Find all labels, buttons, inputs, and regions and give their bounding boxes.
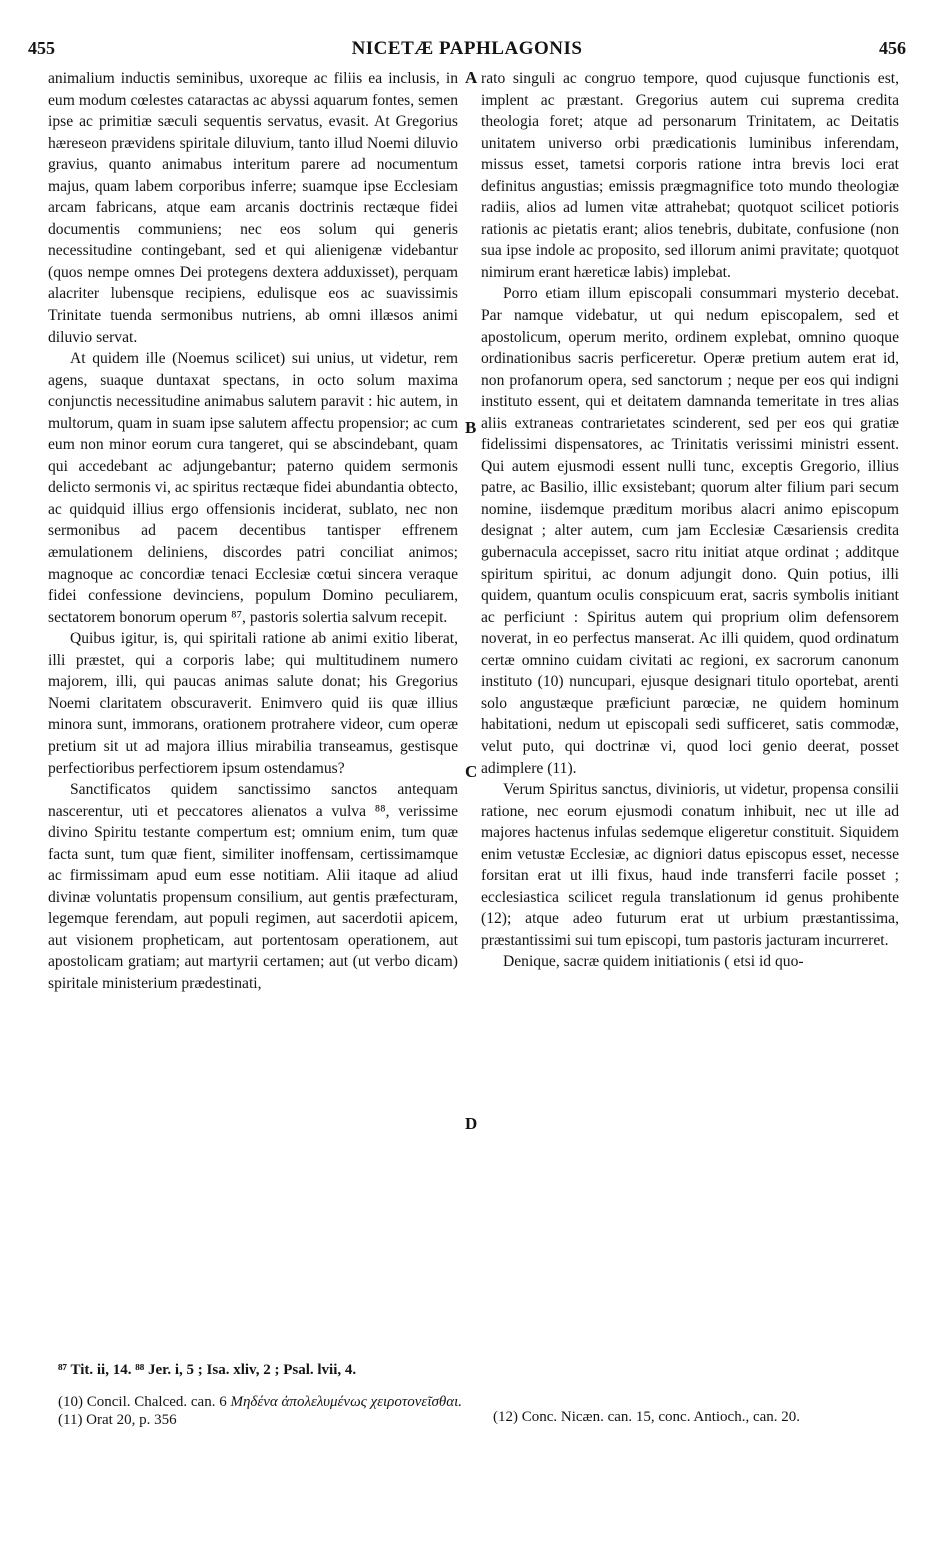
right-column bbox=[481, 68, 899, 973]
running-title: NICETÆ PAPHLAGONIS bbox=[351, 38, 583, 59]
footnote-11: (11) Orat 20, p. 356 bbox=[58, 1412, 177, 1428]
paragraph: Denique, sacræ quidem initiationis ( etsi id quo- bbox=[503, 953, 804, 971]
page-number-left: 455 bbox=[28, 38, 55, 58]
paragraph: animalium inductis seminibus, uxoreque ac filiis ea inclusis, in eum modum cœlestes cataractas ac abyssi aquarum fontes, semen ipse ac primitiæ sæculi sequentis servatus, evasit. At Gregorius hæreseon prævidens spiritale diluvium, tanto illud Noemi diluvio gravius, quanto animabus interitum parere ad nocumentum majus, quam labem corporibus inferre; suamque ipse Ecclesiam arcam fabricans, atque eam arcanis doctrinis rectæque fidei documentis communiens; nec eos solum qui generis necessitudine contingebant, sed et qui alienigenæ videbantur (quos nempe omnes Dei protegens dextera adduxisset), perquam alacriter lubensque recipiens, edulisque eos ac suavissimis Trinitate tuenda sermonibus nutriens, ab omni illæsos animi diluvio servat. bbox=[48, 70, 458, 346]
footnote-10-text: (10) Concil. Chalced. can. 6 bbox=[58, 1394, 227, 1410]
paragraph: Verum Spiritus sanctus, divinioris, ut videtur, propensa consilii ratione, nec eorum ejusmodi conatum inhibuit, nec ut ille ad majores hactenus infulas sedemque eligeretur constituit. Siquidem enim vetustæ Ecclesiæ, ac digniori datus episcopus esset, necesse forsitan erat ut illi fixus, haud inde transferri facile posset ; ecclesiastica scilicet regula translationum id genus prohibente (12); atque adeo futurum erat ut urbium præstantissima, præstantissimi sui tum episcopi, tum pastoris jacturam incurreret. bbox=[481, 781, 899, 949]
scripture-references: ⁸⁷ Tit. ii, 14. ⁸⁸ Jer. i, 5 ; Isa. xliv, 2 ; Psal. lvii, 4. bbox=[58, 1362, 357, 1378]
section-marker-a: A bbox=[465, 68, 478, 87]
paragraph: At quidem ille (Noemus scilicet) sui unius, ut videtur, rem agens, suaque duntaxat spectans, in octo solum maxima conjunctis necessitudine animabus salutem paravit : hic autem, in multorum, quam in suam ipse salutem affectu propensior; ac cum eum non minor eorum cura tangeret, qui se abscindebant, quam qui accedebant ac adjungebantur; paterno quidem sermonis delicto sermonis vi, ac spiritus rectæque fidei abundantia obtecto, ac quidquid illius ergo offensionis inciderat, sublato, nec non sermonibus ad pacem decentibus tantisper effrenem æmulationem deliniens, discordes patri conciliat animos; magnoque ac concordiæ tenaci Ecclesiæ cœtui sincera veraque fidei confessione devinciens, populum Domino peculiarem, sectatorem bonorum operum ⁸⁷, pastoris solertia salvum recepit. bbox=[48, 350, 458, 626]
section-marker-c: C bbox=[465, 762, 478, 781]
paragraph: Sanctificatos quidem sanctissimo sanctos antequam nascerentur, uti et peccatores alienatos a vulva ⁸⁸, verissime divino Spiritu testante compertum est; omnium enim, tum quæ facta sunt, tum quæ fient, similiter inoffensam, certissimamque ac firmissimam apud eum esse notitiam. Alii itaque ad aliud divinæ voluntatis propensum consilium, aut gentis præfecturam, legemque ferendam, aut populi regimen, aut sacerdotii apicem, aut visionem propheticam, aut portentosam operationem, aut apostolicam gratiam; aut martyrii certamen; aut (ut verbo dicam) spiritale ministerium prædestinati, bbox=[48, 781, 458, 992]
section-marker-b: B bbox=[465, 418, 477, 437]
running-header bbox=[28, 38, 906, 68]
footnotes-right bbox=[493, 1408, 893, 1426]
paragraph: Quibus igitur, is, qui spiritali ratione ab animi exitio liberat, illi præstet, qui a corporis labe; qui multitudinem numero majorem, illi, qui paucas animas salute donat; his Gregorius Noemi claritatem obscuraverit. Enimvero quid iis quæ illius minora sunt, immorans, orationem protrahere videor, cum operæ pretium sit ut ad majora illius mirabilia transeamus, gestisque perfectioribus perfectiorem ipsum ostendamus? bbox=[48, 630, 458, 777]
footnote-12: (12) Conc. Nicæn. can. 15, conc. Antioch., can. 20. bbox=[493, 1409, 801, 1425]
paragraph: rato singuli ac congruo tempore, quod cujusque functionis est, implent ac præstant. Gregorius autem cui suprema credita theologia foret; atque ad personarum Trinitatem, ac Deitatis unitatem universo orbi prædicationis luminibus inferendam, missus esset, tametsi corporis ratione intra brevis loci erat definitus angustias; emissis prægmagnifice toto mundo theologiæ radiis, alios ad lumen vitæ attrahebat; quotquot scilicet potioris rationis ac pietatis erant; alios tenebris, dubitate, confusione (non sua ipse indole ac proposito, sed illorum animi pravitate; quotquot nimirum erant hæreticæ labis) implebat. bbox=[481, 70, 899, 281]
section-marker-d: D bbox=[465, 1114, 478, 1133]
footnote-10 bbox=[58, 1393, 468, 1411]
left-column bbox=[48, 68, 458, 995]
page-number-right: 456 bbox=[879, 38, 906, 58]
footnote-10-greek: Μηδένα ἀπολελυμένως χειροτονεῖσθαι. bbox=[230, 1394, 463, 1410]
paragraph: Porro etiam illum episcopali consummari mysterio decebat. Par namque videbatur, ut qui nedum episcopalem, sed et apostolicum, operum merito, ordinem explebat, omnino quoque ordinationibus sacris perficeretur. Operæ pretium autem erat id, non profanorum opera, sed sanctorum ; neque per eos qui indigni instituto essent, qui et deitatem damnanda temeritate in tres alias aliis extraneas contrarietates scinderent, sed per eos qui gratiæ fidelissimi dispensatores, ac Trinitatis verissimi ministri essent. Qui autem ejusmodi essent nulli tunc, exceptis Gregorio, illius patre, ac Basilio, illic exsistebant; quorum alter filium pari secum nomine, iisdemque præditum moribus alacri animo episcopum designat ; alter autem, cum jam Ecclesiæ Cæsariensis credita gubernacula accepisset, sacro ritu initiat atque ordinat ; additque spiritum spiritui, ac donum adjungit dono. Quin potius, illi quidem, quantum oculis conspicuum erat, sacris symbolis initiant ac perficiunt : Spiritus autem qui proprium olim defensorem noverat, in eo perfectus manserat. Ac illi quidem, quod ordinatum certæ omnino cuidam civitati ac regioni, ex sacrorum canonum instituto (10) nuncupari, ejusque designari titulo oportebat, arenti solo angustæque præficiunt parœciæ, ne quidem hominum habitationi, nedum ut episcopali sedi sufficeret, satis commodæ, velut puto, qui doctrinæ vi, quod loci genio deerat, posset adimplere (11). bbox=[481, 285, 899, 777]
footnotes-left bbox=[58, 1393, 468, 1429]
